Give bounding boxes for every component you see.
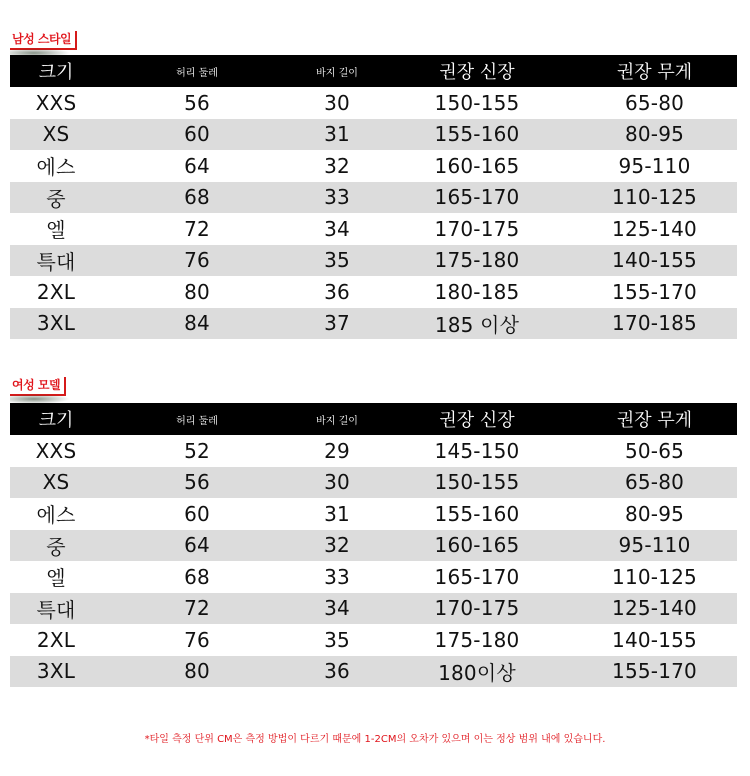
waist-cell: 64 [184, 533, 210, 558]
length-cell: 36 [324, 659, 350, 684]
size-cell: XXS [35, 90, 77, 115]
height-cell: 175-180 [434, 627, 520, 652]
womens-section-tag [10, 370, 66, 396]
mens-section-title: 남성 스타일 [10, 31, 77, 50]
height-cell: 185 이상 [434, 312, 520, 337]
mens-section-tag [10, 24, 77, 50]
height-cell: 180-185 [434, 279, 520, 304]
weight-cell: 80-95 [624, 122, 685, 147]
length-cell: 34 [324, 596, 350, 621]
size-cell: 에스 [36, 155, 76, 180]
weight-cell: 110-125 [612, 564, 697, 589]
header-length: 바지 길이 [316, 67, 358, 79]
waist-cell: 80 [184, 659, 210, 684]
waist-cell: 76 [184, 248, 210, 273]
weight-cell: 50-65 [624, 438, 685, 463]
height-cell: 165-170 [434, 185, 520, 210]
header-weight: 권장 무게 [616, 410, 693, 431]
height-cell: 155-160 [434, 122, 520, 147]
height-cell: 160-165 [434, 153, 520, 178]
table-row [10, 213, 737, 245]
length-cell: 35 [324, 627, 350, 652]
header-height: 권장 신장 [439, 62, 515, 83]
waist-cell: 72 [184, 216, 210, 241]
table-row [10, 276, 737, 308]
size-cell: 2XL [36, 279, 76, 304]
length-cell: 29 [324, 438, 350, 463]
length-cell: 33 [324, 564, 350, 589]
table-row [10, 498, 737, 530]
height-cell: 165-170 [434, 564, 520, 589]
length-cell: 37 [324, 311, 350, 336]
waist-cell: 64 [184, 153, 210, 178]
waist-cell: 56 [184, 90, 210, 115]
size-cell: 엘 [46, 566, 66, 591]
header-height: 권장 신장 [439, 410, 515, 431]
height-cell: 155-160 [434, 501, 520, 526]
height-cell: 145-150 [434, 438, 520, 463]
table-row [10, 119, 737, 151]
header-waist: 허리 둘레 [176, 67, 218, 79]
size-cell: 특대 [36, 597, 76, 622]
table-row [10, 624, 737, 656]
header-size: 크기 [38, 62, 74, 83]
size-cell: 2XL [36, 627, 76, 652]
waist-cell: 68 [184, 564, 210, 589]
waist-cell: 76 [184, 627, 210, 652]
table-row [10, 561, 737, 593]
table-row [10, 530, 737, 562]
waist-cell: 56 [184, 470, 210, 495]
size-cell: 3XL [36, 659, 76, 684]
table-row [10, 150, 737, 182]
weight-cell: 65-80 [624, 90, 685, 115]
table-row [10, 435, 737, 467]
weight-cell: 140-155 [612, 248, 697, 273]
height-cell: 150-155 [434, 470, 520, 495]
table-row [10, 656, 737, 688]
size-cell: XS [42, 470, 70, 495]
weight-cell: 140-155 [612, 627, 697, 652]
height-cell: 170-175 [434, 596, 520, 621]
table-row [10, 308, 737, 340]
weight-cell: 95-110 [618, 533, 691, 558]
waist-cell: 72 [184, 596, 210, 621]
header-length: 바지 길이 [316, 415, 358, 427]
table-row [10, 593, 737, 625]
length-cell: 33 [324, 185, 350, 210]
length-cell: 36 [324, 279, 350, 304]
weight-cell: 125-140 [612, 596, 697, 621]
size-cell: 중 [46, 186, 66, 211]
waist-cell: 52 [184, 438, 210, 463]
womens-size-table [10, 403, 737, 687]
header-weight: 권장 무게 [616, 62, 693, 83]
table-row [10, 87, 737, 119]
mens-size-table [10, 55, 737, 339]
length-cell: 32 [324, 153, 350, 178]
waist-cell: 84 [184, 311, 210, 336]
size-cell: 특대 [36, 249, 76, 274]
weight-cell: 170-185 [612, 311, 697, 336]
table-header-row [10, 55, 737, 87]
length-cell: 31 [324, 501, 350, 526]
waist-cell: 68 [184, 185, 210, 210]
length-cell: 35 [324, 248, 350, 273]
weight-cell: 65-80 [624, 470, 685, 495]
header-waist: 허리 둘레 [176, 415, 218, 427]
size-cell: 에스 [36, 503, 76, 528]
weight-cell: 155-170 [612, 659, 697, 684]
mens-table-body [10, 87, 737, 339]
height-cell: 180이상 [438, 660, 516, 685]
measurement-footnote: *타일 측정 단위 CM은 측정 방법이 다르기 때문에 1-2CM의 오차가 있으며 이는 정상 범위 내에 있습니다. [144, 734, 606, 745]
table-row [10, 245, 737, 277]
table-row [10, 182, 737, 214]
womens-table-body [10, 435, 737, 687]
size-cell: XS [42, 122, 70, 147]
length-cell: 31 [324, 122, 350, 147]
size-cell: 중 [46, 534, 66, 559]
womens-section-title: 여성 모델 [10, 377, 66, 396]
weight-cell: 155-170 [612, 279, 697, 304]
weight-cell: 80-95 [624, 501, 685, 526]
height-cell: 175-180 [434, 248, 520, 273]
size-cell: XXS [35, 438, 77, 463]
height-cell: 150-155 [434, 90, 520, 115]
size-cell: 3XL [36, 311, 76, 336]
weight-cell: 95-110 [618, 153, 691, 178]
table-row [10, 467, 737, 499]
waist-cell: 80 [184, 279, 210, 304]
height-cell: 160-165 [434, 533, 520, 558]
length-cell: 30 [324, 470, 350, 495]
size-cell: 엘 [46, 218, 66, 243]
waist-cell: 60 [184, 122, 210, 147]
weight-cell: 110-125 [612, 185, 697, 210]
length-cell: 34 [324, 216, 350, 241]
height-cell: 170-175 [434, 216, 520, 241]
length-cell: 30 [324, 90, 350, 115]
table-header-row [10, 403, 737, 435]
header-size: 크기 [38, 410, 74, 431]
weight-cell: 125-140 [612, 216, 697, 241]
waist-cell: 60 [184, 501, 210, 526]
length-cell: 32 [324, 533, 350, 558]
